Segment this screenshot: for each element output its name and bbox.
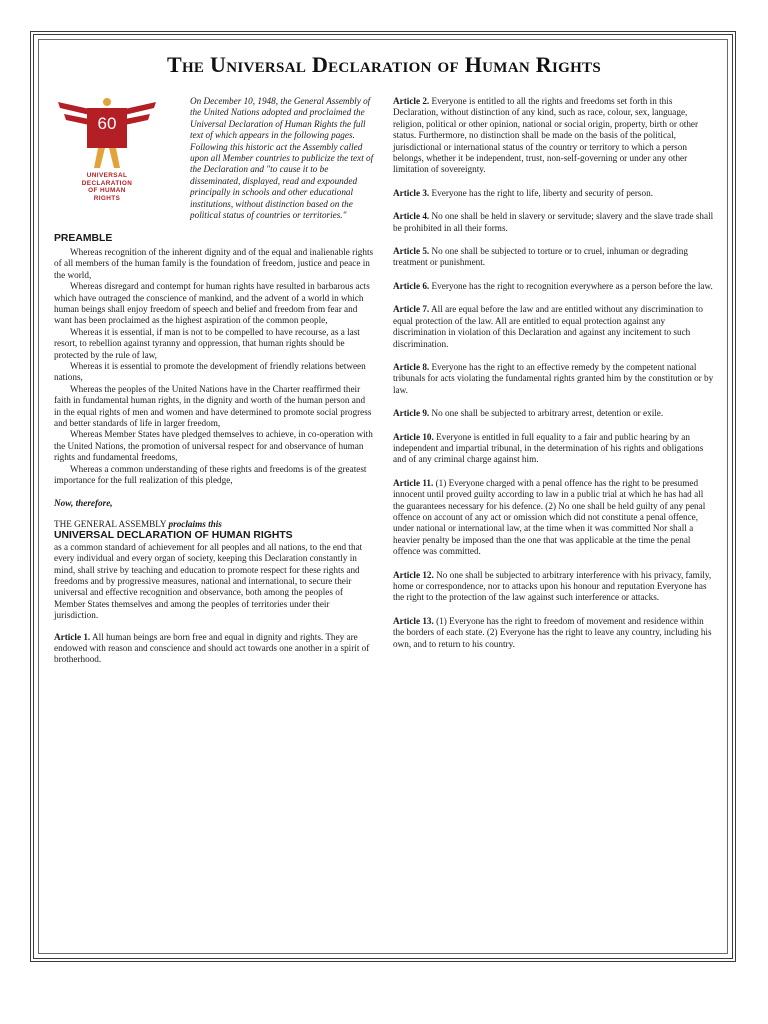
proclamation-text: as a common standard of achievement for all peoples and all nations, to the end that every individual and every organ of society, keeping this Declaration constantly in mind, shall strive by teaching and education to promote respect for these rights and freedoms and by progressive measures, national and international, to secure their universal and effective recognition and observance, both among the peoples of Member States themselves and among the peoples of territories under their jurisdiction. [54,541,363,621]
article-12 [393,570,715,604]
udhr-heading: UNIVERSAL DECLARATION OF HUMAN RIGHTS [54,530,293,542]
general-assembly-text: THE GENERAL ASSEMBLY [54,519,169,529]
left-column [54,96,374,678]
article-label: Article 5. [393,246,430,257]
article-label: Article 4. [393,211,430,222]
article-text: Everyone has the right to an effective remedy by the competent national tribunals for acts violating the fundamental rights granted him by the constitution or by law. [393,361,714,395]
now-therefore: Now, therefore, [54,498,113,509]
preamble-paragraph: Whereas recognition of the inherent dignity and of the equal and inalienable rights of all members of the human family is the foundation of freedom, justice and peace in the world, [54,246,374,280]
article-label: Article 3. [393,187,430,198]
article-text: Everyone has the right to life, liberty and security of person. [431,187,653,198]
article-label: Article 1. [54,631,91,642]
logo-left-leg [94,148,105,168]
logo-caption-line: OF HUMAN [88,187,126,195]
article-8 [393,362,715,396]
article-label: Article 11. [393,477,434,488]
article-1 [54,632,374,666]
article-label: Article 9. [393,408,430,419]
logo-caption-line: DECLARATION [81,179,133,187]
preamble-paragraph: Whereas the peoples of the United Nations have in the Charter reaffirmed their faith in fundamental human rights, in the dignity and worth of the human person and in the equal rights of men and women and have determined to promote social progress and better standards of life in larger freedom, [54,383,372,428]
article-10 [393,432,715,466]
intro-text: On December 10, 1948, the General Assembly of the United Nations adopted and proclaimed the Universal Declaration of Human Rights the full text of which appears in the following pages. Following this historic act the Assembly called upon all Member countries to publicize the text of the Declaration and "to cause it to be disseminated, displayed, read and expounded principally in schools and other educational institutions, without distinction based on the political status of countries or territories." [190,96,374,221]
logo-caption-line: RIGHTS [93,194,121,202]
article-label: Article 7. [393,304,430,315]
article-5 [393,246,715,269]
preamble-paragraph: Whereas a common understanding of these rights and freedoms is of the greatest importance for the full realization of this pledge, [54,463,367,485]
article-text: (1) Everyone charged with a penal offence has the right to be presumed innocent until proved guilty according to law in a public trial at which he has had all the guarantees necessary for his defence. (2) No one shall be held guilty of any penal offence on account of any act or omission which did not constitute a penal offence, under national or international law, at the time when it was committed Nor shall a heavier penalty be imposed than the one that was applicable at the time the penal offence was committed. [393,477,706,557]
article-6 [393,281,715,292]
preamble-heading: PREAMBLE [54,233,113,245]
article-13 [393,616,715,650]
article-text: No one shall be subjected to arbitrary arrest, detention or exile. [431,408,664,419]
logo-head [103,98,111,106]
article-label: Article 12. [393,569,434,580]
article-text: Everyone is entitled in full equality to a fair and public hearing by an independent and impartial tribunal, in the determination of his rights and obligations and of any criminal charge against him. [393,431,704,465]
proclaims-text: proclaims this [168,519,222,529]
article-4 [393,211,715,234]
article-label: Article 10. [393,431,434,442]
logo-number: 60 [97,114,117,133]
article-text: No one shall be held in slavery or servitude; slavery and the slave trade shall be prohibited in all their forms. [393,211,714,233]
page-title: The Universal Declaration of Human Rights [166,52,601,77]
article-7 [393,304,715,350]
general-assembly-line [54,519,374,530]
preamble-paragraph: Whereas Member States have pledged themselves to achieve, in co-operation with the United Nations, the promotion of universal respect for and observance of human rights and fundamental freedoms, [54,429,373,463]
preamble-paragraph: Whereas disregard and contempt for human rights have resulted in barbarous acts which have outraged the conscience of mankind, and the advent of a world in which human beings shall enjoy freedom of speech and belief and freedom from fear and want has been proclaimed as the highest aspiration of the common people, [54,281,370,326]
article-text: Everyone has the right to recognition everywhere as a person before the law. [431,280,713,291]
logo-caption [54,172,160,202]
article-text: Everyone is entitled to all the rights and freedoms set forth in this Declaration, without distinction of any kind, such as race, colour, sex, language, religion, political or other opinion, national or social origin, property, birth or other status. Furthermore, no distinction shall be made on the basis of the political, jurisdictional or international status of the country or territory to which a person belongs, whether it be independent, trust, non-self-governing or under any other limitation of sovereignty. [393,96,699,175]
right-column [393,96,715,662]
article-2 [393,96,715,176]
article-label: Article 2. [393,96,430,106]
logo-caption-line: UNIVERSAL [86,172,128,179]
preamble-paragraph: Whereas it is essential to promote the development of friendly relations between nations, [54,360,366,383]
article-9 [393,408,715,419]
article-text: No one shall be subjected to torture or to cruel, inhuman or degrading treatment or punishment. [393,246,688,268]
article-label: Article 8. [393,361,430,372]
article-11 [393,478,715,558]
article-text: All human beings are born free and equal in dignity and rights. They are endowed with reason and conscience and should act towards one another in a spirit of brotherhood. [54,631,370,665]
preamble-paragraph: Whereas it is essential, if man is not to be compelled to have recourse, as a last resort, to rebellion against tyranny and oppression, that human rights should be protected by the rule of law, [54,326,360,360]
article-3 [393,188,715,199]
article-text: All are equal before the law and are entitled without any discrimination to equal protection of the law. All are entitled to equal protection against any discrimination in violation of this Declaration and against any incitement to such discrimination. [393,304,703,349]
article-text: (1) Everyone has the right to freedom of movement and residence within the borders of each state. (2) Everyone has the right to leave any country, including his own, and to return to his country. [393,615,712,649]
article-label: Article 6. [393,280,430,291]
logo-emblem-icon [54,96,180,176]
logo-right-leg [109,148,120,168]
udhr-60-logo [54,96,180,214]
article-text: No one shall be subjected to arbitrary interference with his privacy, family, home or correspondence, nor to attacks upon his honour and reputation Everyone has the right to the protection of the law against such interference or attacks. [393,569,712,603]
article-label: Article 13. [393,615,434,626]
